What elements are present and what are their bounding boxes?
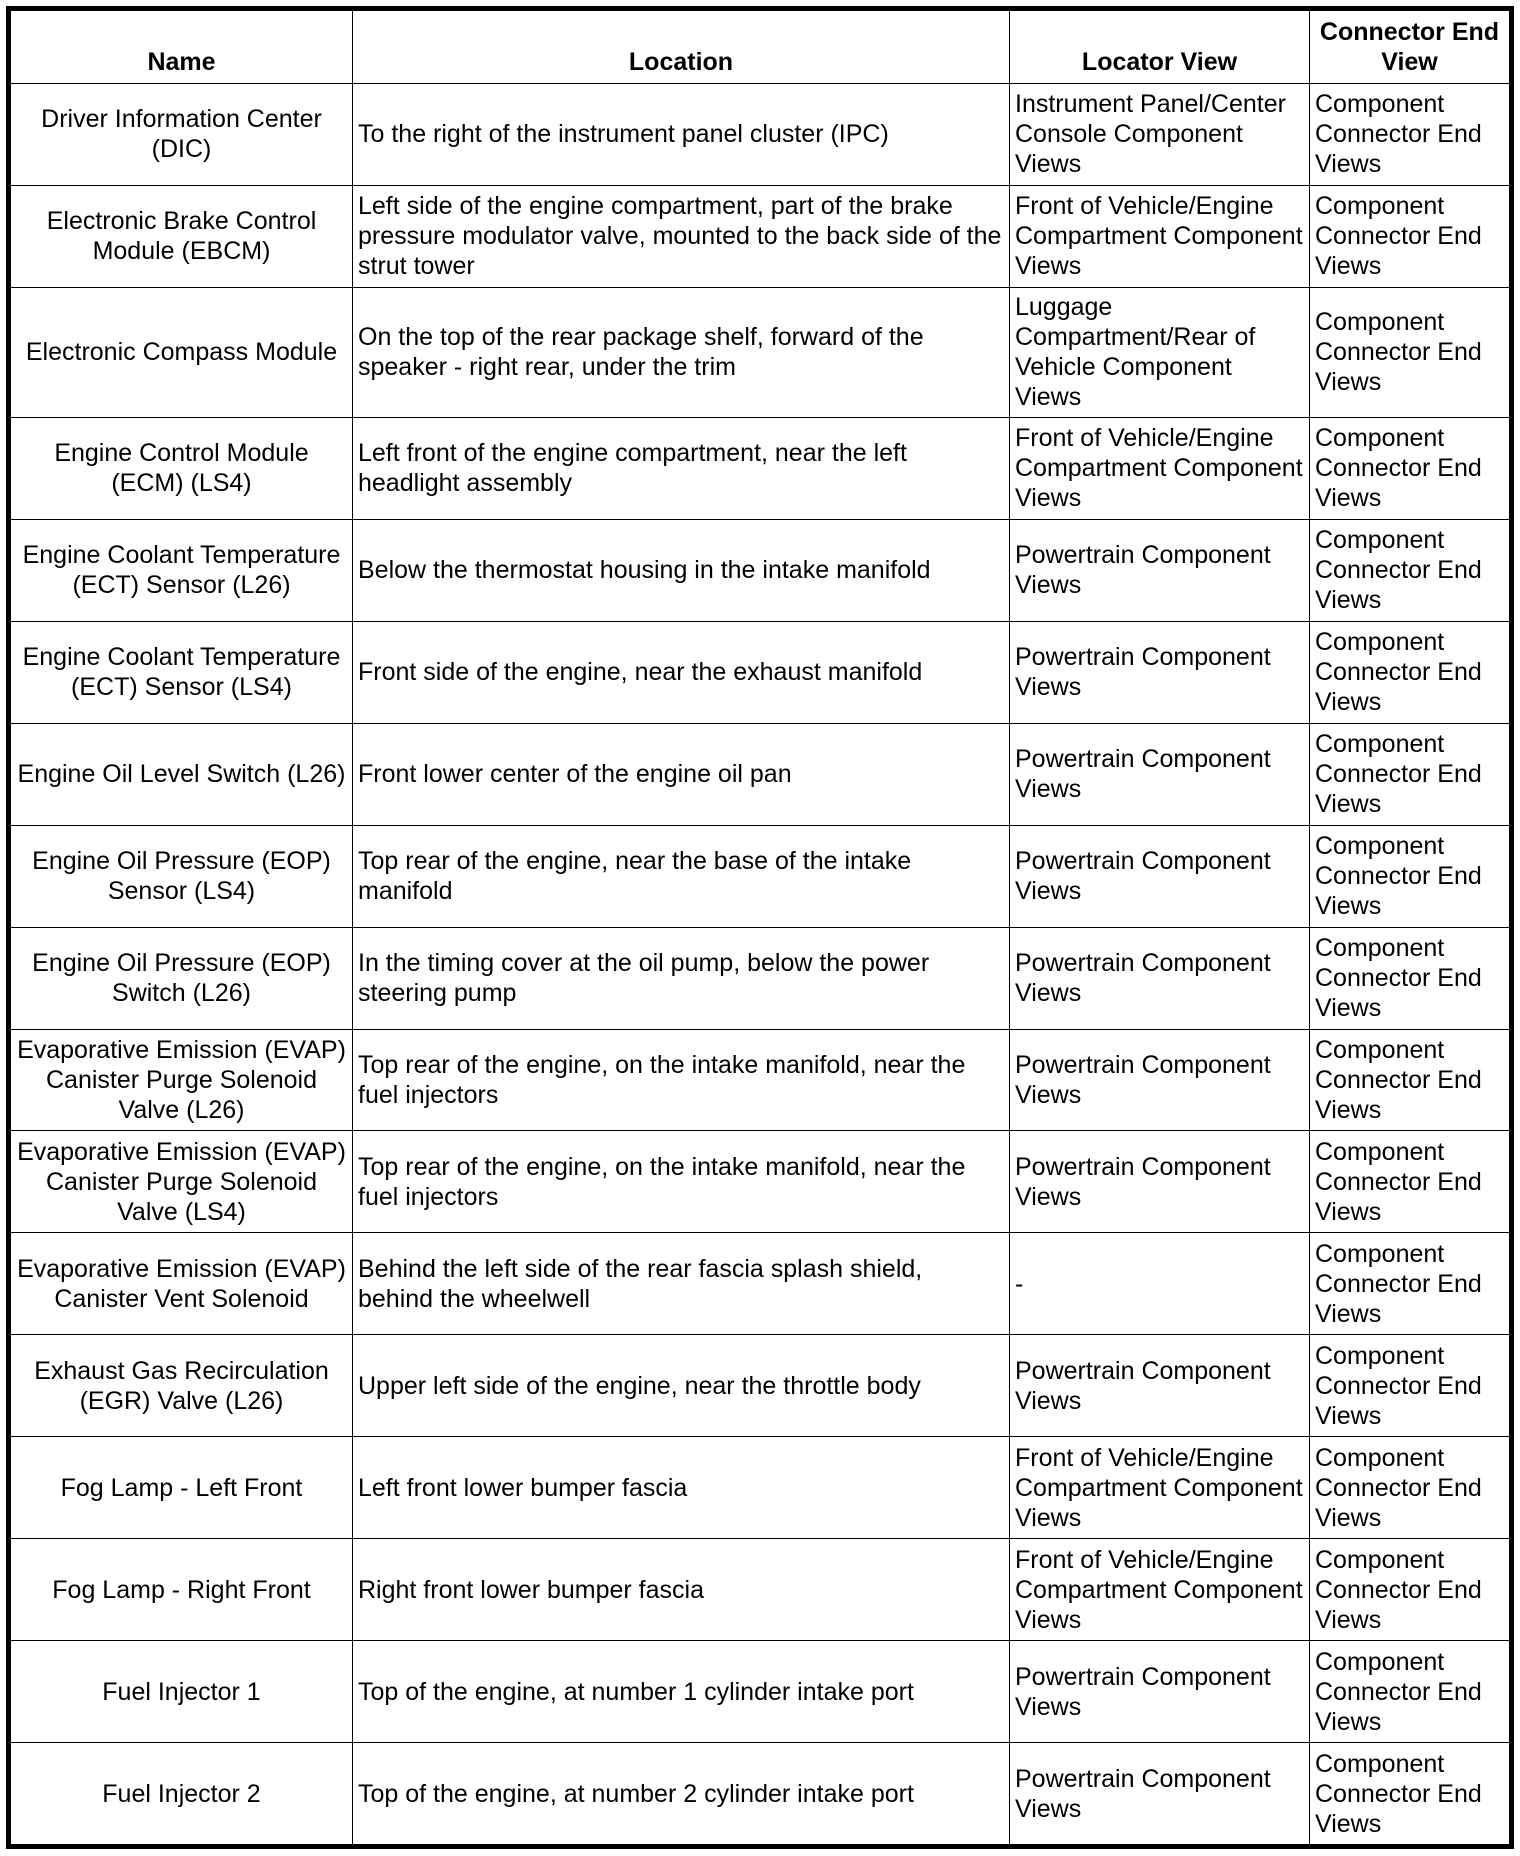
- table-row: [11, 1539, 1510, 1641]
- cell-connector-end-view: Component Connector End Views: [1310, 1539, 1510, 1641]
- cell-name: Engine Oil Pressure (EOP) Sensor (LS4): [11, 825, 353, 927]
- cell-location: Top rear of the engine, on the intake manifold, near the fuel injectors: [353, 1131, 1010, 1233]
- cell-name: Engine Coolant Temperature (ECT) Sensor (L26): [11, 519, 353, 621]
- cell-name: Fog Lamp - Right Front: [11, 1539, 353, 1641]
- cell-connector-end-view: Component Connector End Views: [1310, 1743, 1510, 1845]
- table-row: [11, 185, 1510, 287]
- cell-location: Below the thermostat housing in the intake manifold: [353, 519, 1010, 621]
- header-locator-view: Locator View: [1010, 11, 1310, 84]
- cell-locator-view: Powertrain Component Views: [1010, 519, 1310, 621]
- cell-name: Fuel Injector 1: [11, 1641, 353, 1743]
- cell-locator-view: Front of Vehicle/Engine Compartment Component Views: [1010, 1437, 1310, 1539]
- table-row: [11, 519, 1510, 621]
- cell-connector-end-view: Component Connector End Views: [1310, 1233, 1510, 1335]
- cell-connector-end-view: Component Connector End Views: [1310, 519, 1510, 621]
- cell-location: Left front of the engine compartment, near the left headlight assembly: [353, 418, 1010, 520]
- cell-connector-end-view: Component Connector End Views: [1310, 1029, 1510, 1131]
- cell-locator-view: Instrument Panel/Center Console Component Views: [1010, 84, 1310, 186]
- cell-locator-view: Front of Vehicle/Engine Compartment Component Views: [1010, 418, 1310, 520]
- table-row: [11, 84, 1510, 186]
- cell-name: Engine Coolant Temperature (ECT) Sensor (LS4): [11, 621, 353, 723]
- cell-locator-view: Powertrain Component Views: [1010, 1029, 1310, 1131]
- cell-location: Top of the engine, at number 2 cylinder intake port: [353, 1743, 1010, 1845]
- table-row: [11, 621, 1510, 723]
- cell-locator-view: Powertrain Component Views: [1010, 723, 1310, 825]
- cell-locator-view: Front of Vehicle/Engine Compartment Component Views: [1010, 1539, 1310, 1641]
- table-row: [11, 927, 1510, 1029]
- cell-location: Upper left side of the engine, near the throttle body: [353, 1335, 1010, 1437]
- cell-connector-end-view: Component Connector End Views: [1310, 185, 1510, 287]
- cell-connector-end-view: Component Connector End Views: [1310, 927, 1510, 1029]
- table-row: [11, 1437, 1510, 1539]
- table-header-row: [11, 11, 1510, 84]
- cell-locator-view: Powertrain Component Views: [1010, 825, 1310, 927]
- cell-locator-view: Powertrain Component Views: [1010, 1743, 1310, 1845]
- cell-location: On the top of the rear package shelf, forward of the speaker - right rear, under the trim: [353, 287, 1010, 417]
- cell-name: Engine Oil Pressure (EOP) Switch (L26): [11, 927, 353, 1029]
- cell-name: Engine Oil Level Switch (L26): [11, 723, 353, 825]
- cell-name: Evaporative Emission (EVAP) Canister Vent Solenoid: [11, 1233, 353, 1335]
- cell-location: Front side of the engine, near the exhaust manifold: [353, 621, 1010, 723]
- header-name: Name: [11, 11, 353, 84]
- table-row: [11, 1743, 1510, 1845]
- cell-locator-view: Powertrain Component Views: [1010, 621, 1310, 723]
- cell-name: Exhaust Gas Recirculation (EGR) Valve (L26): [11, 1335, 353, 1437]
- cell-connector-end-view: Component Connector End Views: [1310, 1131, 1510, 1233]
- cell-location: Top rear of the engine, on the intake manifold, near the fuel injectors: [353, 1029, 1010, 1131]
- cell-location: Top of the engine, at number 1 cylinder intake port: [353, 1641, 1010, 1743]
- cell-location: Behind the left side of the rear fascia splash shield, behind the wheelwell: [353, 1233, 1010, 1335]
- cell-locator-view: Luggage Compartment/Rear of Vehicle Component Views: [1010, 287, 1310, 417]
- cell-connector-end-view: Component Connector End Views: [1310, 84, 1510, 186]
- header-connector-end-view: Connector End View: [1310, 11, 1510, 84]
- header-location: Location: [353, 11, 1010, 84]
- cell-location: Left front lower bumper fascia: [353, 1437, 1010, 1539]
- cell-connector-end-view: Component Connector End Views: [1310, 723, 1510, 825]
- table-row: [11, 287, 1510, 417]
- cell-name: Evaporative Emission (EVAP) Canister Purge Solenoid Valve (LS4): [11, 1131, 353, 1233]
- table-row: [11, 1233, 1510, 1335]
- cell-name: Engine Control Module (ECM) (LS4): [11, 418, 353, 520]
- component-location-table-frame: [6, 6, 1514, 1849]
- table-row: [11, 1335, 1510, 1437]
- cell-location: Top rear of the engine, near the base of the intake manifold: [353, 825, 1010, 927]
- table-row: [11, 1131, 1510, 1233]
- cell-location: Right front lower bumper fascia: [353, 1539, 1010, 1641]
- cell-name: Fog Lamp - Left Front: [11, 1437, 353, 1539]
- cell-connector-end-view: Component Connector End Views: [1310, 1437, 1510, 1539]
- cell-connector-end-view: Component Connector End Views: [1310, 1335, 1510, 1437]
- cell-connector-end-view: Component Connector End Views: [1310, 825, 1510, 927]
- cell-location: Front lower center of the engine oil pan: [353, 723, 1010, 825]
- cell-locator-view: Front of Vehicle/Engine Compartment Component Views: [1010, 185, 1310, 287]
- cell-locator-view: Powertrain Component Views: [1010, 1641, 1310, 1743]
- cell-name: Electronic Brake Control Module (EBCM): [11, 185, 353, 287]
- cell-location: Left side of the engine compartment, part of the brake pressure modulator valve, mounted to the back side of the strut tower: [353, 185, 1010, 287]
- cell-location: To the right of the instrument panel cluster (IPC): [353, 84, 1010, 186]
- cell-connector-end-view: Component Connector End Views: [1310, 287, 1510, 417]
- cell-locator-view: Powertrain Component Views: [1010, 1335, 1310, 1437]
- cell-locator-view: Powertrain Component Views: [1010, 927, 1310, 1029]
- cell-locator-view: -: [1010, 1233, 1310, 1335]
- cell-locator-view: Powertrain Component Views: [1010, 1131, 1310, 1233]
- table-row: [11, 1029, 1510, 1131]
- table-row: [11, 418, 1510, 520]
- cell-name: Electronic Compass Module: [11, 287, 353, 417]
- table-row: [11, 1641, 1510, 1743]
- cell-connector-end-view: Component Connector End Views: [1310, 621, 1510, 723]
- component-location-table: [10, 10, 1510, 1845]
- table-row: [11, 723, 1510, 825]
- cell-name: Fuel Injector 2: [11, 1743, 353, 1845]
- cell-name: Driver Information Center (DIC): [11, 84, 353, 186]
- cell-name: Evaporative Emission (EVAP) Canister Purge Solenoid Valve (L26): [11, 1029, 353, 1131]
- cell-connector-end-view: Component Connector End Views: [1310, 418, 1510, 520]
- cell-connector-end-view: Component Connector End Views: [1310, 1641, 1510, 1743]
- cell-location: In the timing cover at the oil pump, below the power steering pump: [353, 927, 1010, 1029]
- table-row: [11, 825, 1510, 927]
